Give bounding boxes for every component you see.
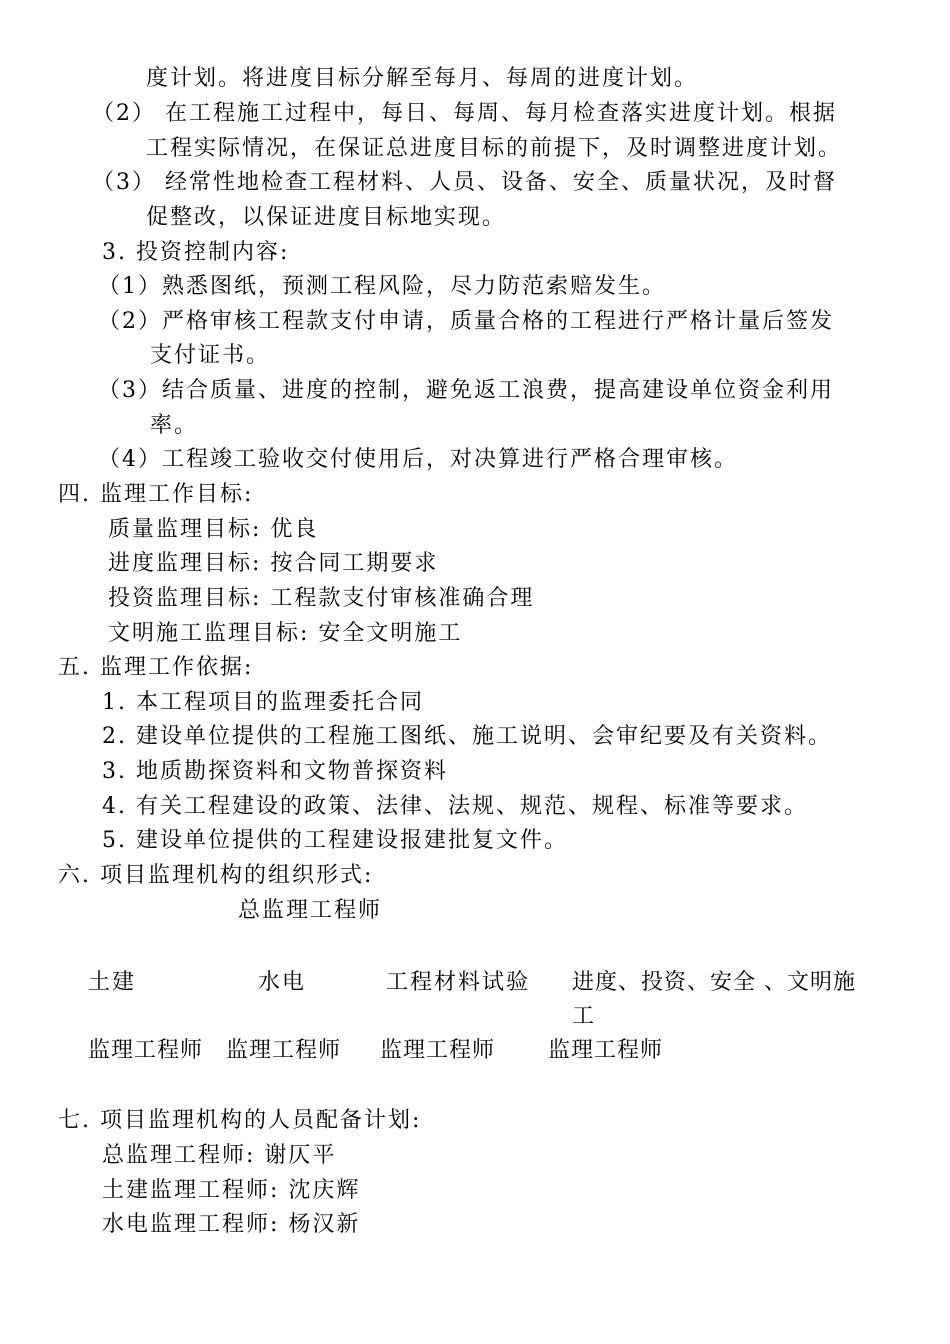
basis-item-5: 5. 建设单位提供的工程建设报建批复文件。 — [102, 828, 568, 853]
civilized-goal: 文明施工监理目标: 安全文明施工 — [108, 621, 463, 646]
section6-heading: 六. 项目监理机构的组织形式: — [58, 863, 374, 888]
basis-item-3: 3. 地质勘探资料和文物普探资料 — [102, 759, 448, 784]
investment-item-3-cont: 率。 — [150, 413, 199, 438]
basis-item-1: 1. 本工程项目的监理委托合同 — [102, 690, 424, 715]
basis-item-4: 4. 有关工程建设的政策、法律、法规、规范、规程、标准等要求。 — [102, 794, 808, 819]
org-dept-material-test: 工程材料试验 — [386, 970, 531, 995]
org-dept-progress-cont: 工 — [572, 1004, 597, 1029]
schedule-item-3-cont: 促整改，以保证进度目标地实现。 — [146, 205, 507, 230]
staff-civil: 土建监理工程师: 沈庆辉 — [102, 1178, 361, 1203]
investment-heading: 3. 投资控制内容: — [102, 240, 290, 265]
section4-heading: 四. 监理工作目标: — [58, 482, 254, 507]
org-chief-engineer: 总监理工程师 — [238, 898, 383, 923]
schedule-item-3: （3） 经常性地检查工程材料、人员、设备、安全、质量状况，及时督 — [92, 170, 837, 195]
investment-item-2: （2）严格审核工程款支付申请，质量合格的工程进行严格计量后签发 — [98, 309, 834, 334]
basis-item-2: 2. 建设单位提供的工程施工图纸、施工说明、会审纪要及有关资料。 — [102, 724, 832, 749]
schedule-item-2: （2） 在工程施工过程中，每日、每周、每月检查落实进度计划。根据 — [92, 101, 837, 126]
section7-heading: 七. 项目监理机构的人员配备计划: — [58, 1108, 422, 1133]
progress-goal: 进度监理目标: 按合同工期要求 — [108, 551, 439, 576]
schedule-line-1: 度计划。将进度目标分解至每月、每周的进度计划。 — [146, 66, 699, 91]
section5-heading: 五. 监理工作依据: — [58, 655, 254, 680]
investment-item-3: （3）结合质量、进度的控制，避免返工浪费，提高建设单位资金利用 — [98, 378, 834, 403]
investment-goal: 投资监理目标: 工程款支付审核准确合理 — [108, 586, 535, 611]
investment-item-1: （1）熟悉图纸，预测工程风险，尽力防范索赔发生。 — [98, 274, 666, 299]
schedule-item-2-cont: 工程实际情况，在保证总进度目标的前提下，及时调整进度计划。 — [146, 136, 843, 161]
investment-item-2-cont: 支付证书。 — [150, 343, 271, 368]
org-dept-water-electric: 水电 — [258, 970, 307, 995]
org-dept-progress: 进度、投资、安全 、文明施 — [572, 970, 856, 995]
org-engineer-progress: 监理工程师 — [548, 1038, 664, 1063]
quality-goal: 质量监理目标: 优良 — [108, 517, 319, 542]
org-engineer-civil: 监理工程师 — [88, 1038, 204, 1063]
investment-item-4: （4）工程竣工验收交付使用后，对决算进行严格合理审核。 — [98, 447, 738, 472]
staff-chief: 总监理工程师: 谢仄平 — [102, 1143, 337, 1168]
org-engineer-material: 监理工程师 — [380, 1038, 496, 1063]
org-engineer-water-electric: 监理工程师 — [226, 1038, 342, 1063]
org-dept-civil: 土建 — [88, 970, 137, 995]
staff-water-electric: 水电监理工程师: 杨汉新 — [102, 1212, 361, 1237]
